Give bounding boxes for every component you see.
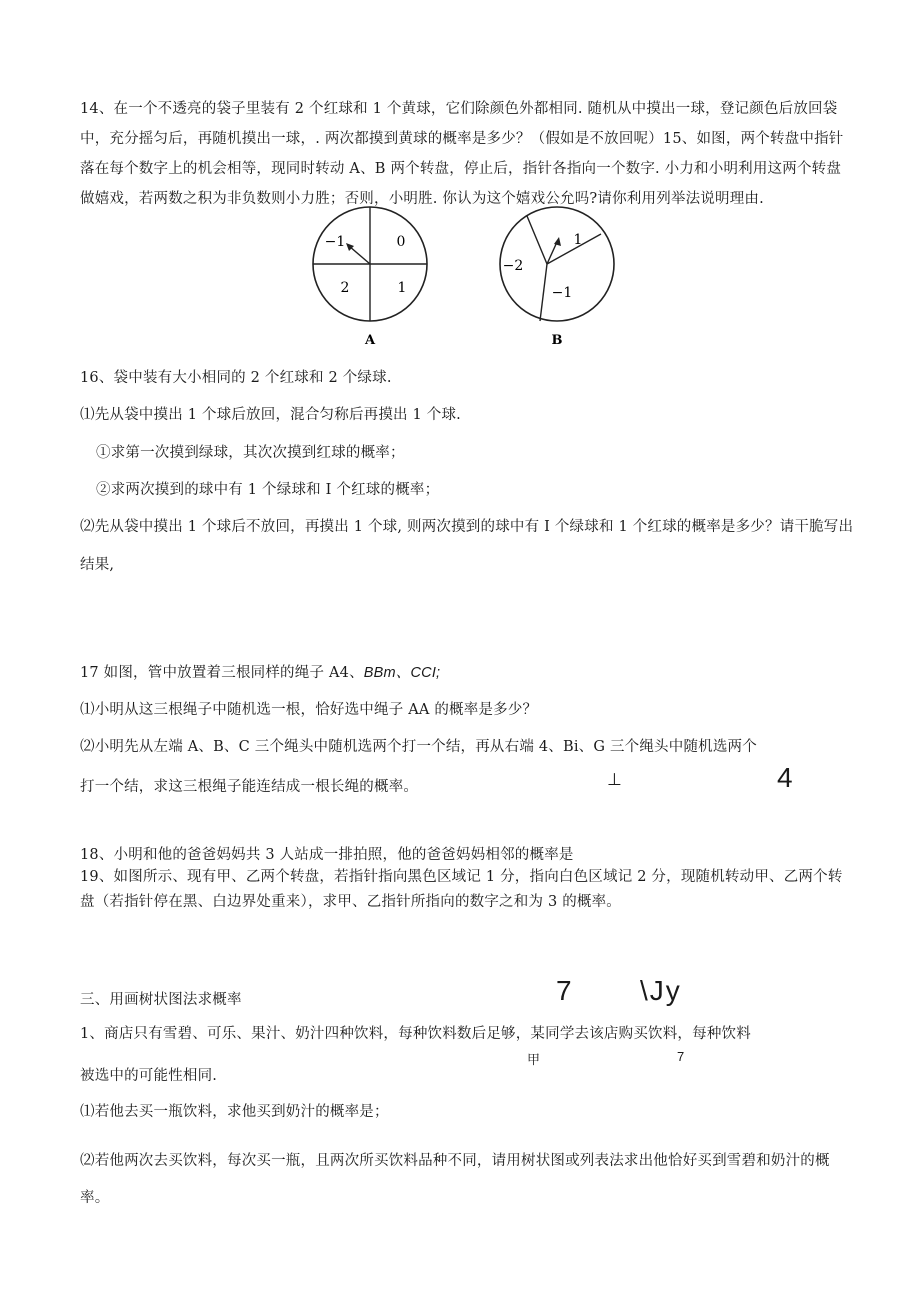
q17-part-1: ⑴小明从这三根绳子中随机选一根，恰好选中绳子 AA 的概率是多少？ bbox=[80, 702, 538, 718]
q19-line-1: 19、如图所示、现有甲、乙两个转盘，若指针指向黑色区域记 1 分，指向白色区域记 2 分，现随机转动甲、乙两个转 bbox=[80, 869, 843, 885]
s3q1-part-2: ⑵若他两次去买饮料，每次买一瓶，且两次所买饮料品种不同，请用树状图或列表法求出他恰好买到雪碧和奶汁的概 bbox=[80, 1153, 830, 1169]
spinner-b-sector-2: −1 bbox=[551, 285, 573, 301]
section-3-mark-2: \Jy bbox=[640, 975, 682, 1006]
spinner-diagram bbox=[300, 200, 620, 355]
q18-text: 18、小明和他的爸爸妈妈共 3 人站成一排拍照，他的爸爸妈妈相邻的概率是 bbox=[80, 847, 574, 863]
q17-title bbox=[80, 661, 440, 682]
s3q1-line-2: 被选中的可能性相同. bbox=[80, 1068, 218, 1084]
q16-title: 16、袋中装有大小相同的 2 个红球和 2 个绿球. bbox=[80, 370, 392, 386]
s3q1-line-1: 1、商店只有雪碧、可乐、果汁、奶汁四种饮料，每种饮料数后足够，某同学去该店购买饮料，每种饮料 bbox=[80, 1026, 751, 1042]
section-3-mark-3: 甲 bbox=[527, 1052, 541, 1067]
spinner-b bbox=[500, 207, 614, 348]
spinner-a-pointer-icon bbox=[349, 246, 370, 264]
s3q1-part-1: ⑴若他去买一瓶饮料，求他买到奶汁的概率是； bbox=[80, 1104, 389, 1120]
spinner-a-sector-1: 0 bbox=[396, 234, 406, 250]
q16-part-1a: ①求第一次摸到绿球，其次次摸到红球的概率； bbox=[96, 445, 405, 461]
q17-title-rest: BBт、CCI; bbox=[363, 665, 441, 681]
q17-mark-1: ⊥ bbox=[607, 770, 622, 789]
section-3-title: 三、用画树状图法求概率 bbox=[80, 992, 242, 1008]
section-3-mark-4: 7 bbox=[677, 1049, 685, 1064]
q14-line-3: 落在每个数字上的机会相等，现同时转动 A、B 两个转盘，停止后，指针各指向一个数字. 小力和小明利用这两个转盘 bbox=[80, 161, 842, 177]
section-3-mark-1: 7 bbox=[556, 975, 572, 1006]
q16-part-2: ⑵先从袋中摸出 1 个球后不放回，再摸出 1 个球, 则两次摸到的球中有 I 个绿球和 1 个红球的概率是多少？请干脆写出 bbox=[80, 519, 854, 535]
spinner-b-label: B bbox=[551, 333, 563, 348]
s3q1-part-2-cont: 率。 bbox=[80, 1190, 110, 1206]
spinner-a bbox=[313, 207, 427, 348]
q14-line-4: 做嬉戏，若两数之积为非负数则小力胜；否则，小明胜. 你认为这个嬉戏公允吗?请你利用列举法说明理由. bbox=[80, 191, 764, 207]
q14-line-2: 中，充分摇匀后，再随机摸出一球，. 两次都摸到黄球的概率是多少？（假如是不放回呢）15、如图，两个转盘中指针 bbox=[80, 131, 844, 147]
q17-part-2-cont: 打一个结，求这三根绳子能连结成一根长绳的概率。 bbox=[80, 779, 419, 795]
q14-line-1: 14、在一个不透亮的袋子里装有 2 个红球和 1 个黄球，它们除颜色外都相同. 随机从中摸出一球，登记颜色后放回袋 bbox=[80, 101, 838, 117]
spinner-a-sector-3: 1 bbox=[397, 280, 407, 296]
q16-part-1b: ②求两次摸到的球中有 1 个绿球和 I 个红球的概率； bbox=[96, 482, 440, 498]
q17-mark-2: 4 bbox=[777, 762, 793, 793]
q16-part-1: ⑴先从袋中摸出 1 个球后放回，混合匀称后再摸出 1 个球. bbox=[80, 407, 461, 423]
spinner-a-sector-0: −1 bbox=[324, 234, 346, 250]
q19-line-2: 盘（若指针停在黑、白边界处重来），求甲、乙指针所指向的数字之和为 3 的概率。 bbox=[80, 894, 621, 910]
spinner-a-sector-2: 2 bbox=[340, 280, 350, 296]
spinner-b-sector-1: −2 bbox=[502, 258, 524, 274]
spinner-b-sector-0: 1 bbox=[573, 232, 583, 248]
q16-part-2-cont: 结果, bbox=[80, 557, 115, 573]
spinner-a-label: A bbox=[364, 333, 376, 348]
q17-part-2: ⑵小明先从左端 A、B、C 三个绳头中随机选两个打一个结，再从右端 4、Bi、G 三个绳头中随机选两个 bbox=[80, 739, 757, 755]
q17-title-main: 17 如图，管中放置着三根同样的绳子 A4、 bbox=[80, 665, 364, 681]
